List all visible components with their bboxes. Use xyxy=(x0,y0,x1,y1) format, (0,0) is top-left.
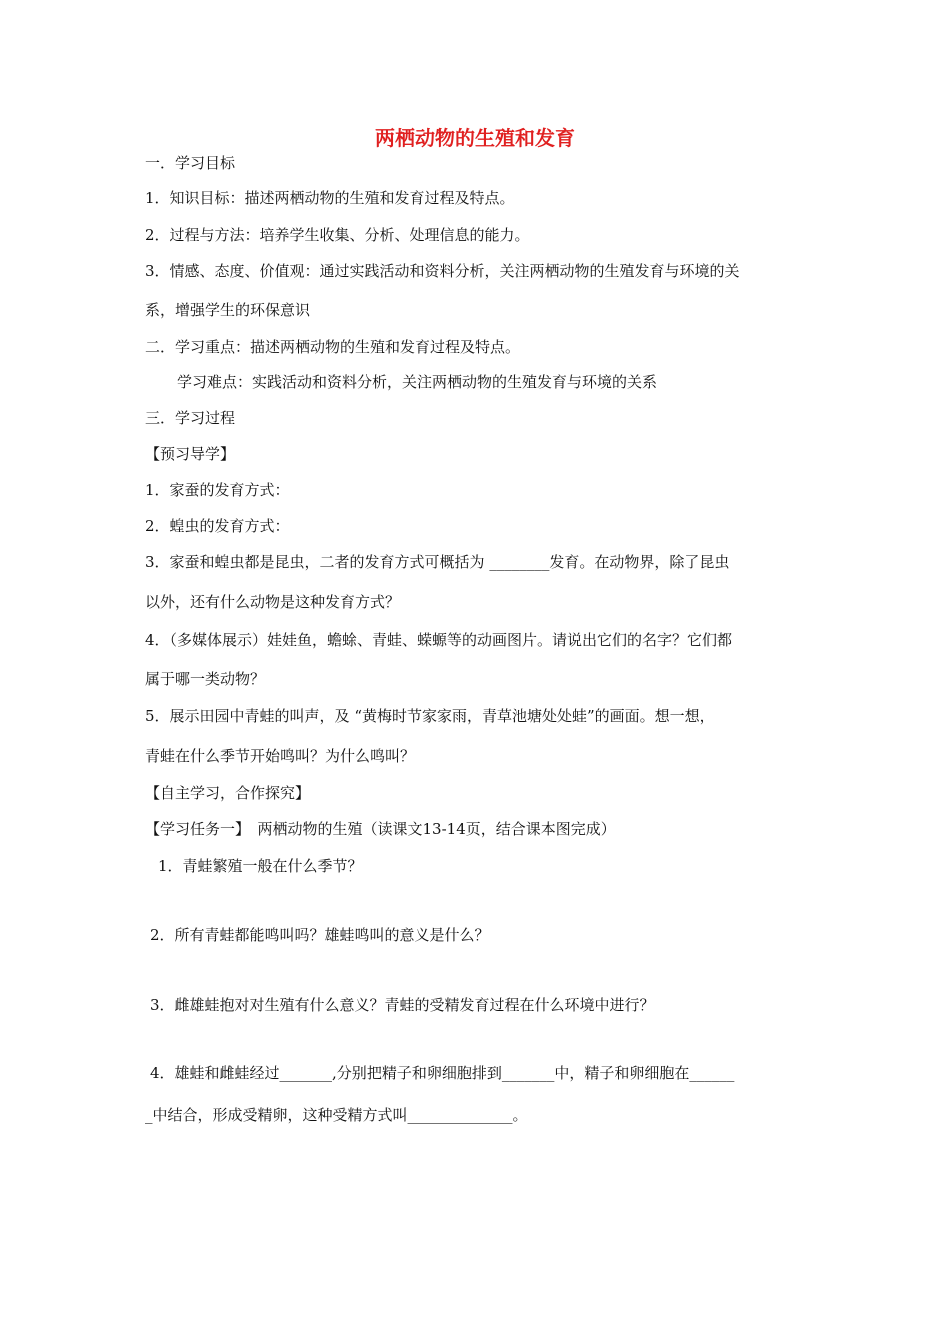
task-question: 2．所有青蛙都能鸣叫吗？雄蛙鸣叫的意义是什么？ xyxy=(150,926,490,944)
question-item-continued: 属于哪一类动物？ xyxy=(145,670,266,688)
section-heading: 二．学习重点：描述两栖动物的生殖和发育过程及特点。 xyxy=(145,338,521,356)
question-item: 5．展示田园中青蛙的叫声，及 “黄梅时节家家雨，青草池塘处处蛙”的画面。想一想， xyxy=(145,707,715,725)
section-heading: 三．学习过程 xyxy=(145,409,236,427)
subsection-heading: 【预习导学】 xyxy=(145,445,236,463)
task-question: 4．雄蛙和雌蛙经过_______,分别把精子和卵细胞排到_______中，精子和卵细胞在______ xyxy=(150,1064,735,1082)
question-item: 4．（多媒体展示）娃娃鱼，蟾蜍、青蛙、蝾螈等的动画图片。请说出它们的名字？它们都 xyxy=(145,631,733,649)
section-heading: 一．学习目标 xyxy=(145,154,236,172)
task-question-continued: _中结合，形成受精卵，这种受精方式叫______________。 xyxy=(145,1106,528,1124)
task-question: 3．雌雄蛙抱对对生殖有什么意义？青蛙的受精发育过程在什么环境中进行？ xyxy=(150,996,655,1014)
objective-item: 2．过程与方法：培养学生收集、分析、处理信息的能力。 xyxy=(145,226,530,244)
difficulty-line: 学习难点：实践活动和资料分析，关注两栖动物的生殖发育与环境的关系 xyxy=(177,373,658,391)
question-item: 1．家蚕的发育方式： xyxy=(145,481,290,499)
task-heading: 【学习任务一】 两栖动物的生殖（读课文13-14页，结合课本图完成） xyxy=(145,820,616,838)
objective-item-continued: 系，增强学生的环保意识 xyxy=(145,301,311,319)
document-title: 两栖动物的生殖和发育 xyxy=(375,126,575,150)
task-question: 1．青蛙繁殖一般在什么季节？ xyxy=(158,857,363,875)
subsection-heading: 【自主学习，合作探究】 xyxy=(145,784,311,802)
question-item: 2．蝗虫的发育方式： xyxy=(145,517,290,535)
question-item-continued: 以外，还有什么动物是这种发育方式？ xyxy=(145,593,401,611)
question-item-continued: 青蛙在什么季节开始鸣叫？为什么鸣叫？ xyxy=(145,747,416,765)
question-item: 3．家蚕和蝗虫都是昆虫，二者的发育方式可概括为 ________发育。在动物界，除了昆虫 xyxy=(145,553,730,571)
objective-item: 3．情感、态度、价值观：通过实践活动和资料分析，关注两栖动物的生殖发育与环境的关 xyxy=(145,262,740,280)
objective-item: 1．知识目标：描述两栖动物的生殖和发育过程及特点。 xyxy=(145,189,515,207)
